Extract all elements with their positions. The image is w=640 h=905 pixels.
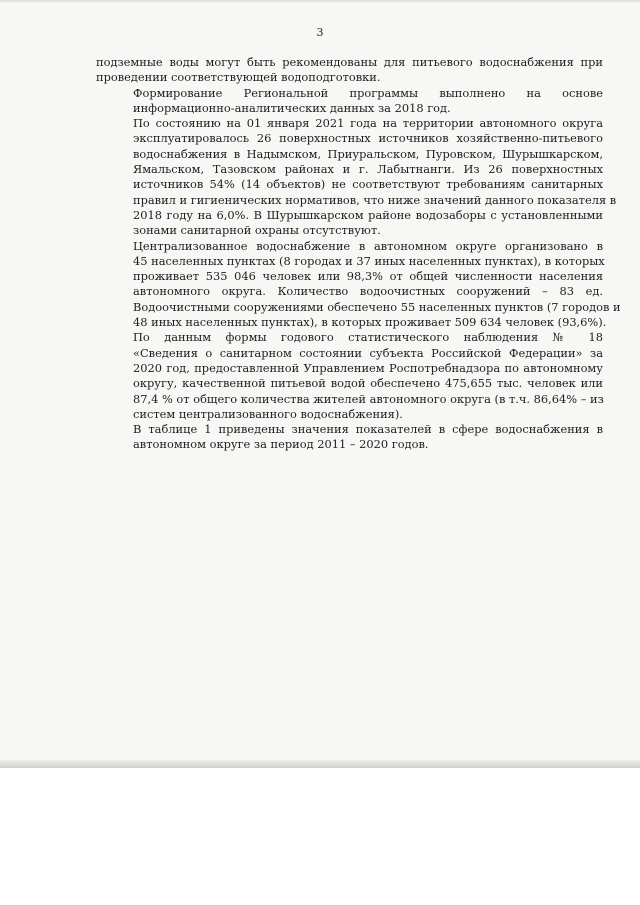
text-line: автономном округе за период 2011 – 2020 годов.: [133, 437, 429, 452]
text-line: 45 населенных пунктах (8 городах и 37 иных населенных пунктах), в которых: [133, 253, 605, 268]
text-line: подземные воды могут быть рекомендованы для питьевого водоснабжения при: [96, 55, 603, 69]
text-line: источников 54% (14 объектов) не соответствуют требованиям санитарных: [133, 177, 603, 192]
text-line: округу, качественной питьевой водой обеспечено 475,655 тыс. человек или: [133, 376, 603, 391]
paragraph-program-basis: [96, 86, 603, 117]
text-line: систем централизованного водоснабжения).: [133, 406, 403, 421]
document-body: [96, 55, 621, 453]
text-line: По данным формы годового статистического наблюдения № 18: [133, 330, 603, 345]
text-line: 2018 году на 6,0%. В Шурышкарском районе водозаборы с установленными: [133, 207, 603, 222]
paragraph-surface-sources: [96, 116, 617, 238]
scan-top-edge: [0, 0, 640, 3]
text-line: «Сведения о санитарном состоянии субъекта Российской Федерации» за: [133, 345, 603, 360]
text-line: автономного округа. Количество водоочистных сооружений – 83 ед.: [133, 284, 603, 299]
text-line: В таблице 1 приведены значения показателей в сфере водоснабжения в: [133, 422, 603, 437]
text-line: Формирование Региональной программы выполнено на основе: [133, 85, 603, 100]
paragraph-statistics-form: [96, 330, 603, 422]
paragraph-table-reference: [96, 422, 603, 453]
paragraph-centralized-supply: [96, 238, 621, 331]
text-line: 87,4 % от общего количества жителей автономного округа (в т.ч. 86,64% – из: [133, 391, 604, 406]
paragraph-continuation: [96, 55, 603, 86]
scan-bottom-edge: [0, 760, 640, 768]
text-line: 2020 год, предоставленной Управлением Роспотребнадзора по автономному: [133, 360, 603, 375]
text-line: зонами санитарной охраны отсутствуют.: [133, 223, 381, 238]
text-line: эксплуатировалось 26 поверхностных источников хозяйственно-питьевого: [133, 131, 603, 146]
text-line: Централизованное водоснабжение в автономном округе организовано в: [133, 238, 603, 253]
text-line: Ямальском, Тазовском районах и г. Лабытнанги. Из 26 поверхностных: [133, 162, 603, 177]
blank-area: [0, 768, 640, 905]
text-line: 48 иных населенных пунктах), в которых проживает 509 634 человек (93,6%).: [133, 315, 607, 330]
text-line: информационно-аналитических данных за 2018 год.: [133, 100, 451, 115]
text-line: водоснабжения в Надымском, Приуральском, Пуровском, Шурышкарском,: [133, 146, 603, 161]
page-number: 3: [316, 26, 324, 39]
text-line: проживает 535 046 человек или 98,3% от общей численности населения: [133, 269, 603, 284]
text-line: Водоочистными сооружениями обеспечено 55 населенных пунктов (7 городов и: [133, 299, 621, 314]
text-line: проведении соответствующей водоподготовки.: [96, 70, 381, 85]
text-line: По состоянию на 01 января 2021 года на территории автономного округа: [133, 116, 603, 131]
text-line: правил и гигиенических нормативов, что ниже значений данного показателя в: [133, 192, 617, 207]
